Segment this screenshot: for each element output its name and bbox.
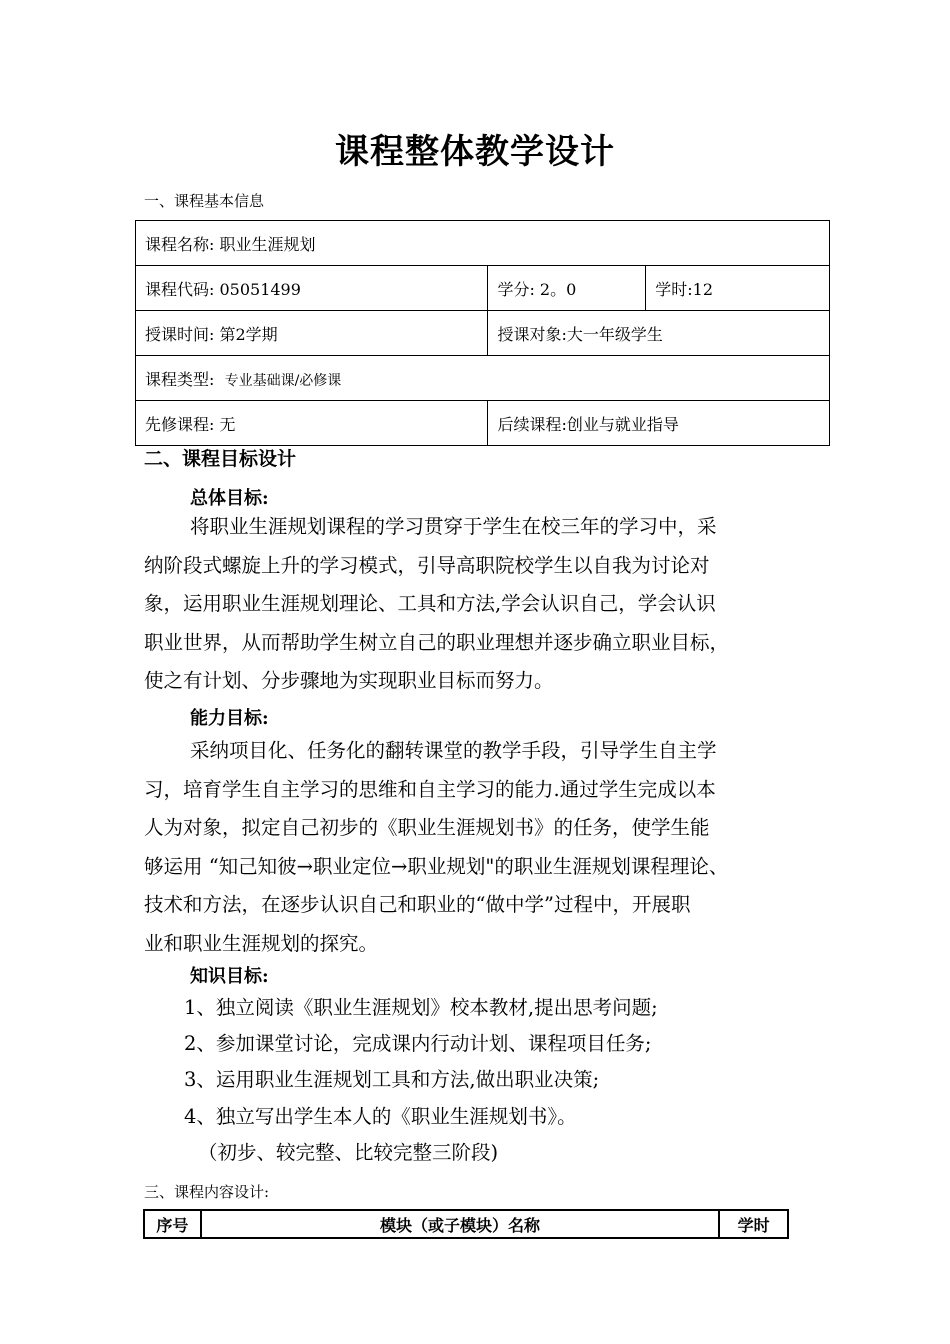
- paragraph-line: 够运用 “知己知彼→职业定位→职业规划"的职业生涯规划课程理论、: [144, 854, 729, 878]
- course-code-cell: 课程代码: 05051499: [136, 266, 488, 311]
- course-info-table: [135, 220, 830, 446]
- section-goals-heading: 二、课程目标设计: [144, 448, 297, 470]
- table-header-row: [144, 1210, 788, 1238]
- table-row: [136, 401, 830, 446]
- knowledge-goal-list: [184, 990, 658, 1135]
- course-type-label: 课程类型:: [145, 369, 215, 389]
- ability-goal-title: 能力目标:: [190, 708, 269, 729]
- section-basic-info-heading: 一、课程基本信息: [144, 192, 265, 210]
- list-item: 1、独立阅读《职业生涯规划》校本教材,提出思考问题;: [184, 996, 658, 1019]
- overall-goal-title: 总体目标:: [190, 488, 269, 509]
- course-name-cell: 课程名称: 职业生涯规划: [136, 221, 830, 266]
- course-content-table: [143, 1209, 789, 1239]
- column-header-hours: 学时: [719, 1210, 788, 1238]
- paragraph-line: 技术和方法，在逐步认识自己和职业的“做中学”过程中，开展职: [144, 893, 691, 916]
- column-header-module: 模块（或子模块）名称: [201, 1210, 719, 1238]
- list-item: 3、运用职业生涯规划工具和方法,做出职业决策;: [184, 1068, 600, 1092]
- table-row: [136, 356, 830, 401]
- paragraph-line: 象，运用职业生涯规划理论、工具和方法,学会认识自己，学会认识: [144, 592, 716, 615]
- ability-goal-paragraph: [144, 732, 824, 963]
- paragraph-line: 职业世界，从而帮助学生树立自己的职业理想并逐步确立职业目标，: [144, 630, 730, 654]
- course-type-cell: [136, 356, 830, 401]
- paragraph-line: 使之有计划、分步骤地为实现职业目标而努力。: [144, 669, 554, 692]
- list-item: 4、独立写出学生本人的《职业生涯规划书》。: [184, 1104, 577, 1128]
- page-title: 课程整体教学设计: [335, 132, 615, 172]
- table-row: [136, 266, 830, 311]
- paragraph-line: 业和职业生涯规划的探究。: [144, 931, 379, 955]
- course-type-value: 专业基础课/必修课: [224, 372, 342, 389]
- paragraph-line: 将职业生涯规划课程的学习贯穿于学生在校三年的学习中，采: [190, 515, 717, 538]
- paragraph-line: 人为对象，拟定自己初步的《职业生涯规划书》的任务，使学生能: [144, 816, 710, 839]
- paragraph-line: 采纳项目化、任务化的翻转课堂的教学手段，引导学生自主学: [190, 739, 717, 762]
- credits-cell: 学分: 2。0: [488, 266, 646, 311]
- stages-note: （初步、较完整、比较完整三阶段): [198, 1141, 499, 1164]
- followup-cell: 后续课程:创业与就业指导: [488, 401, 830, 446]
- table-row: [136, 311, 830, 356]
- paragraph-line: 纳阶段式螺旋上升的学习模式，引导高职院校学生以自我为讨论对: [144, 553, 710, 577]
- knowledge-goal-title: 知识目标:: [190, 966, 269, 987]
- list-item: 2、参加课堂讨论，完成课内行动计划、课程项目任务;: [184, 1032, 652, 1056]
- term-cell: 授课时间: 第2学期: [136, 311, 488, 356]
- paragraph-line: 习，培育学生自主学习的思维和自主学习的能力.通过学生完成以本: [144, 777, 716, 801]
- audience-cell: 授课对象:大一年级学生: [488, 311, 830, 356]
- section-content-heading: 三、课程内容设计:: [144, 1183, 270, 1201]
- table-row: [136, 221, 830, 266]
- prereq-cell: 先修课程: 无: [136, 401, 488, 446]
- overall-goal-paragraph: [144, 508, 824, 701]
- hours-cell: 学时:12: [646, 266, 830, 311]
- column-header-index: 序号: [144, 1210, 201, 1238]
